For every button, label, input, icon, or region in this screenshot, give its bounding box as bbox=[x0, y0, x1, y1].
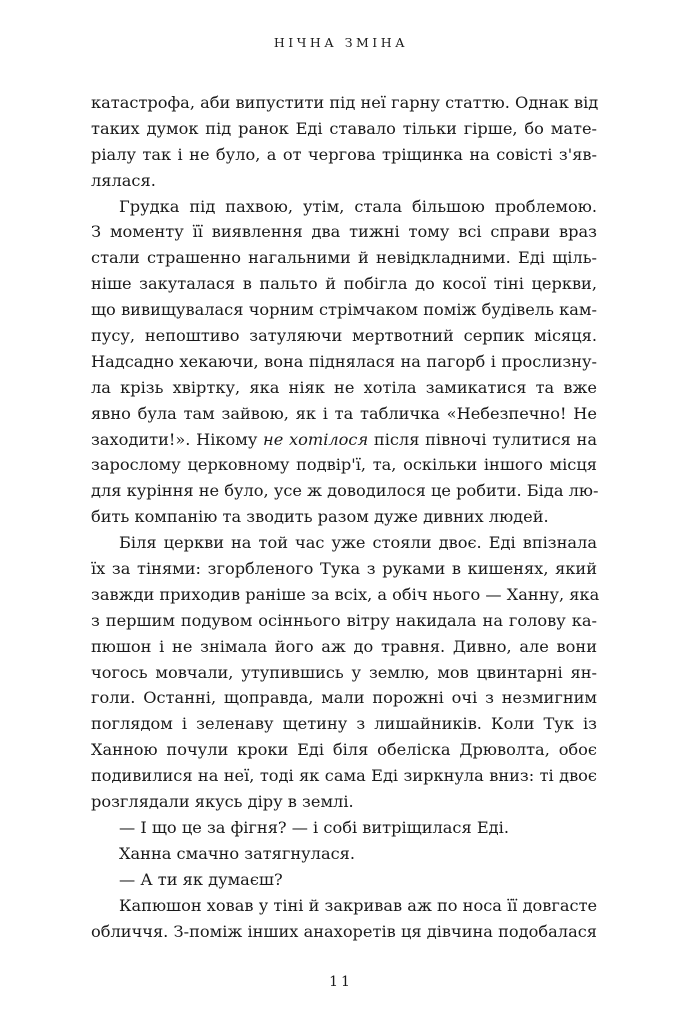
text-line: розглядали якусь діру в землі. bbox=[91, 792, 354, 812]
text-line: ріалу так і не було, а от чергова тріщинка на совісті з'яв- bbox=[91, 144, 597, 164]
text-line: голи. Останні, щоправда, мали порожні очі з незмигним bbox=[91, 688, 597, 708]
text-line: чогось мовчали, утупившись у землю, мов цвинтарні ян- bbox=[91, 662, 597, 682]
paragraph-first-line: Біля церкви на той час уже стояли двоє. Еді впізнала bbox=[119, 533, 597, 553]
text-line: пусу, непоштиво затуляючи мертвотний серпик місяця. bbox=[91, 326, 597, 346]
text-line: лялася. bbox=[91, 170, 156, 190]
text-line: подивилися на неї, тоді як сама Еді зиркнула вниз: ті двоє bbox=[91, 766, 597, 786]
text-line: катастрофа, аби випустити під неї гарну статтю. Однак від bbox=[91, 93, 599, 112]
text-line: бить компанію та зводить разом дуже дивних людей. bbox=[91, 507, 549, 527]
text-line: стали страшенно нагальними й невідкладними. Еді щіль- bbox=[91, 248, 597, 268]
italic-emphasis: не хотілося bbox=[263, 429, 369, 449]
text-line: ніше закуталася в пальто й побігла до косої тіні церкви, bbox=[91, 274, 597, 294]
text-line: ла крізь хвіртку, яка ніяк не хотіла замикатися та вже bbox=[91, 377, 597, 397]
text-line: явно була там зайвою, як і та табличка «Небезпечно! Не bbox=[91, 403, 597, 423]
text-line: Ханною почули кроки Еді біля обеліска Дрюволта, обоє bbox=[91, 740, 597, 760]
text-line: заходити!». Нікому не хотілося після півночі тулитися на bbox=[91, 429, 597, 449]
text-line: таких думок під ранок Еді ставало тільки гірше, бо мате- bbox=[91, 118, 597, 138]
text-line: що вивищувалася чорним стрімчаком поміж будівель кам- bbox=[91, 300, 597, 320]
paragraph-first-line: Ханна смачно затягнулася. bbox=[119, 843, 356, 863]
page-number: 11 bbox=[329, 974, 353, 990]
text-line: поглядом і зеленаву щетину з лишайників. Коли Тук із bbox=[91, 714, 597, 734]
text-line: З моменту її виявлення два тижні тому всі справи враз bbox=[91, 222, 597, 242]
text-line: їх за тінями: згорбленого Тука з руками в кишенях, який bbox=[91, 559, 597, 579]
body-text bbox=[91, 90, 600, 944]
paragraph-first-line: Капюшон ховав у тіні й закривав аж по носа її довгасте bbox=[119, 895, 598, 915]
text-line: завжди приходив раніше за всіх, а обіч нього — Ханну, яка bbox=[91, 584, 600, 604]
text-line: пюшон і не знімала його аж до травня. Дивно, але вони bbox=[91, 636, 597, 656]
text-line: з першим подувом осіннього вітру накидала на голову ка- bbox=[91, 610, 597, 630]
dialogue-line: — І що це за фігня? — і собі витріщилася Еді. bbox=[119, 817, 509, 837]
dialogue-line: — А ти як думаєш? bbox=[119, 869, 283, 889]
running-header: НІЧНА ЗМІНА bbox=[273, 35, 409, 50]
paragraph-first-line: Грудка під пахвою, утім, стала більшою проблемою. bbox=[119, 196, 597, 216]
text-line: зарослому церковному подвір'ї, та, оскільки іншого місця bbox=[91, 455, 597, 475]
text-line: обличчя. З-поміж інших анахоретів ця дівчина подобалася bbox=[91, 921, 597, 941]
text-line: для куріння не було, усе ж доводилося це робити. Біда лю- bbox=[91, 481, 599, 501]
text-line: Надсадно хекаючи, вона піднялася на пагорб і прослизну- bbox=[91, 351, 597, 371]
